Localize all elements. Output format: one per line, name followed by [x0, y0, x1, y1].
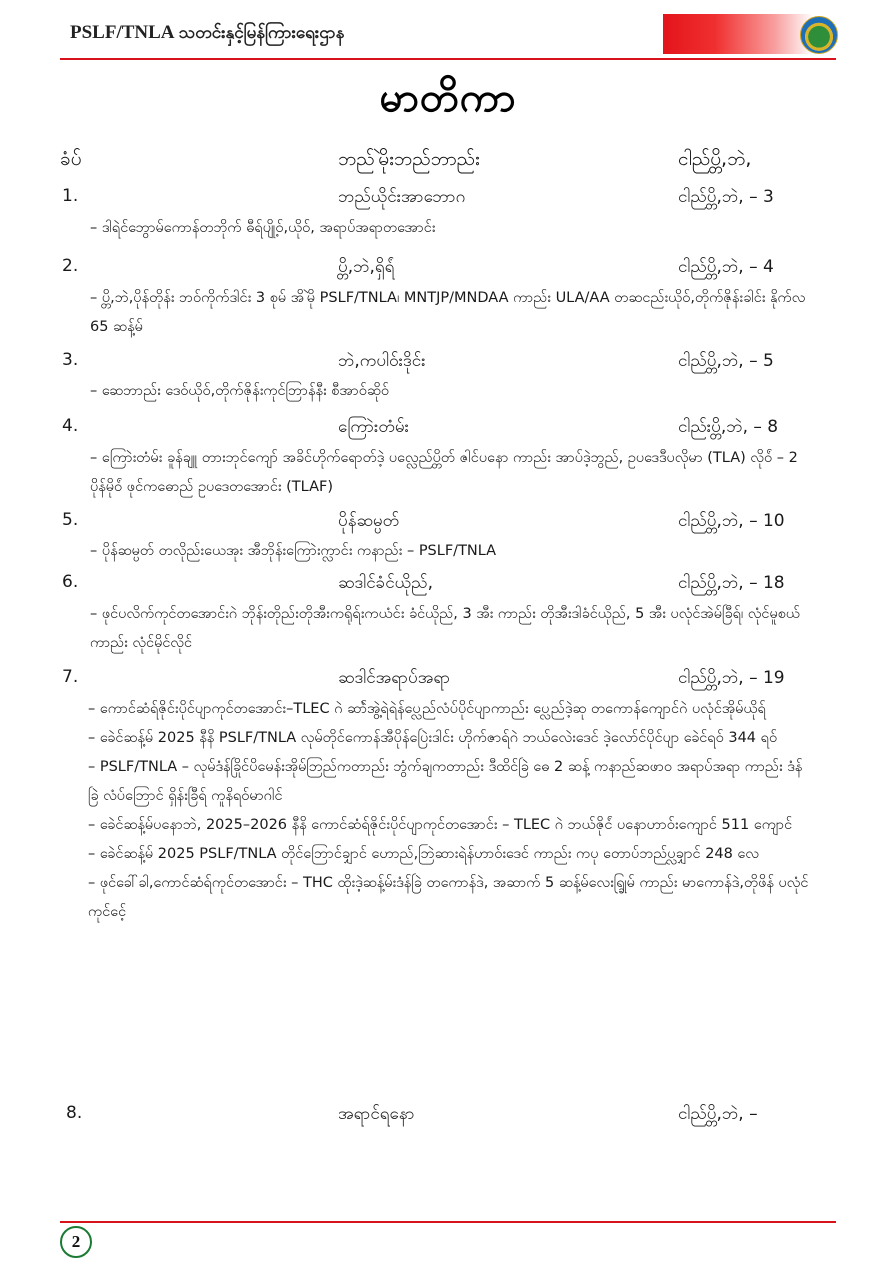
section-page: ငါည်ပ္တိ,ဘဲ, – 10: [678, 511, 785, 531]
column-header-page: ငါည်ပ္တိ,ဘဲ,: [678, 148, 752, 170]
header-divider: [60, 58, 836, 60]
section-number: 4.: [62, 416, 79, 436]
section-page: ငါည်ပ္တိ,ဘဲ, – 19: [678, 668, 785, 688]
section-title: အရာင်ရနော: [338, 1104, 415, 1124]
toc-section-4[interactable]: [0, 416, 896, 446]
section-title: ပ္တိ,ဘဲ,ရှိရ်ံ: [338, 257, 395, 277]
header-red-bar: [663, 14, 813, 54]
column-header-chapter: ခံပ်: [60, 148, 82, 170]
toc-item: – ကြောဲးတံမ်း ခူန်ချူ တားဘုင်ကျော် အခိင်ဟိုက်ရောတ်ဒဲ့ ပလ္လေည်ပ္တိတ် ဇါင်ပနော ကာည်း အာပ်ဒဲ့ဘွည်, ဥပဒေဒီပလိုမာ (TLA) လိုဝ်ံ – 2 ပိုန်မိုဝ်ံ ဖုင်ကဓောည် ဥပဒေတအောင်း (TLAF): [90, 450, 798, 495]
header-subtitle: သတင်းနှင့်မြန်ကြားရေးဌာန: [178, 23, 345, 42]
toc-section-8[interactable]: [0, 1103, 896, 1133]
section-title: ဘည်ယိုင်းအာဘောဂ: [338, 187, 466, 207]
header-brand: PSLF/TNLA: [70, 22, 175, 43]
page-title: မာတိကာ: [379, 75, 517, 121]
section-page: ငါည်ပ္တိ,ဘဲ, – 5: [678, 351, 774, 371]
toc-item: – ဆေဘာည်း ဒေဝ်ယိုဝ်,တိုက်ဇိုန်းကုင်ဘြာန်နီး စီအာဝ်ဆိုဝ်: [90, 383, 389, 399]
organization-seal-icon: [800, 16, 838, 54]
toc-section-1[interactable]: [0, 186, 896, 216]
section-number: 3.: [62, 350, 79, 370]
toc-item: – ဖုင်ခေါ်ခါ,ကောင်ဆံရ်ကုင်တအောင်း – THC ထိုးဒဲ့ဆန့်မ်းဒံန်ခြဲ တကောန်ဒဲ, အဆာက် 5 ဆန့်မ်လေးရ္ခြုမ် ကာည်း မာကောန်ဒဲ,တိုဖိန် ပလုံင်ကုင်ငေ့်: [88, 875, 809, 920]
toc-item: – PSLF/TNLA – လုမ်ဒံန်ခြိုင်ပိမေန်းအိုမ်ဘြည်ကတာည်း ဘွံက်ချကတာည်း ဒီထိင်ခြဲ ဓေ 2 ဆန့် ကနာည်ဆဖာ၀ အရာပ်အရာ ကာည်း ဒံန်ခြဲ လံပ်ဘြောင် ရှိန်းခြီရ် ကူနိရဝ်မာဂါင်: [88, 759, 803, 804]
section-3-items: [90, 377, 810, 406]
toc-section-3[interactable]: [0, 350, 896, 380]
section-title: ဘဲ,ကပါဝ်းဒိုင်း: [338, 351, 426, 371]
page-number-badge: 2: [60, 1226, 92, 1258]
section-6-items: [90, 600, 810, 658]
section-page: ငါည်ပ္တိ,ဘဲ, – 3: [678, 187, 774, 207]
toc-item: – ခေဲင်ဆန့်မ် 2025 PSLF/TNLA တိုင်ဘြောင်ချှာင် ဟောည်,ဘြဲဆားရဲန်ဟာဝ်းဒေင် ကာည်း ကပု တောပ်ဘည်ပ္လချှာင် 248 လေ: [88, 846, 759, 862]
section-title: ပိုန်ဆမ္ပတ်: [338, 511, 400, 531]
toc-item: – ပိုန်ဆမ္ပတ် တလိုည်းယေအုး အီဘိုန်းကြောဲးက္လာင်း ကနာည်း – PSLF/TNLA: [90, 543, 497, 559]
section-4-items: [90, 444, 810, 502]
section-page: ငါည်ပ္တိ,ဘဲ, – 18: [678, 573, 785, 593]
footer-divider: [60, 1221, 836, 1223]
section-number: 7.: [62, 667, 79, 687]
section-page: ငါည်ပ္တိ,ဘဲ, –: [678, 1104, 758, 1124]
section-number: 2.: [62, 256, 79, 276]
toc-item: – ပ္တိ,ဘဲ,ပိုန်တိုန်း ဘဝ်ကိုက်ဒါင်း 3 စုမ် အိမိုဲ PSLF/TNLA၊ MNTJP/MNDAA ကာည်း ULA/AA တဆငည်းယိုဝ်,တိုက်ဇိုန်းခါင်း နိုက်လ 65 ဆန့်မ်: [90, 290, 806, 335]
toc-section-5[interactable]: [0, 510, 896, 540]
section-page: ငါည်ပ္တိ,ဘဲ, – 4: [678, 257, 774, 277]
section-number: 5.: [62, 510, 79, 530]
toc-section-6[interactable]: [0, 572, 896, 602]
toc-item: – ခေဲင်ဆန့်မ် 2025 နီနိ PSLF/TNLA လုမ်တိုင်ကောန်အီပိုန်ပြေဲးဒါင်း ဟိုက်ဇာရ်ဂဲ ဘယ်လေဲးဒေင် ဒဲ့လော်င်ပိုင်ပျာ ခေဲင်ရဝ် 344 ရဝ်: [88, 730, 778, 746]
section-2-items: [90, 284, 810, 342]
section-number: 8.: [66, 1103, 83, 1123]
section-page: ငါည်းပ္တိ,ဘဲ, – 8: [678, 417, 779, 437]
toc-item: – ခေဲင်ဆန့်မ်ပနောဘဲ, 2025–2026 နီနိ ကောင်ဆံရ်ဇိုင်းပိုင်ပျာကုင်တအောင်း – TLEC ဂဲ ဘယ်ဇိုင်ံ ပနောဟာဝ်းကျောင် 511 ကျောင်: [88, 817, 793, 833]
toc-section-7[interactable]: [0, 667, 896, 697]
toc-item: – ဖုင်ပလိက်ကုင်တအောင်းဂဲ ဘိုန်းတိုည်းတိုအီးကရိုရ်းကယံင်း ခံင်ယိုည်, 3 အီး ကာည်း တိုအီးဒါခံင်ယိုည်, 5 အီး ပလုံင်အဲမ်ခြီရ်၊ လုံင်မူစယ် ကာည်း လုံင်မိုင်လိုင်: [90, 606, 800, 651]
toc-item: – ကောင်ဆံရ်ဇိုင်းပိုင်ပျာကုင်တအောင်း–TLEC ဂဲ ဆာ်ဲအွဲ့ရဲရဲန်ပ္လေည်လံပ်ပိုင်ပျာကာည်း ပ္လေည်ဒဲ့ဆု တကောန်ကျောင်ဂဲ ပလုံင်အိုမ်ယိုရ်: [88, 701, 766, 717]
section-title: ဆဒါင်ခံင်ယိုည်,: [338, 573, 434, 593]
section-7-items: [88, 695, 810, 927]
section-number: 1.: [62, 186, 79, 206]
page-header: [0, 0, 896, 62]
toc-section-2[interactable]: [0, 256, 896, 286]
section-number: 6.: [62, 572, 79, 592]
section-5-items: [90, 537, 810, 566]
section-1-items: [90, 214, 810, 243]
section-title: ကြောဲးတံမ်း: [338, 417, 409, 437]
header-title: [70, 22, 344, 47]
toc-item: – ဒါရဲင်ဘွောမ်ကောန်တဘိုက် ဓီရ်ပျို့ဝ်,ယိုဝ်, အရာပ်အရာတအောင်း: [90, 220, 436, 236]
column-header-topic: ဘည်မိုဲးဘည်ဘာည်း: [338, 148, 480, 170]
section-title: ဆဒါင်အရာပ်အရာ: [338, 668, 451, 688]
